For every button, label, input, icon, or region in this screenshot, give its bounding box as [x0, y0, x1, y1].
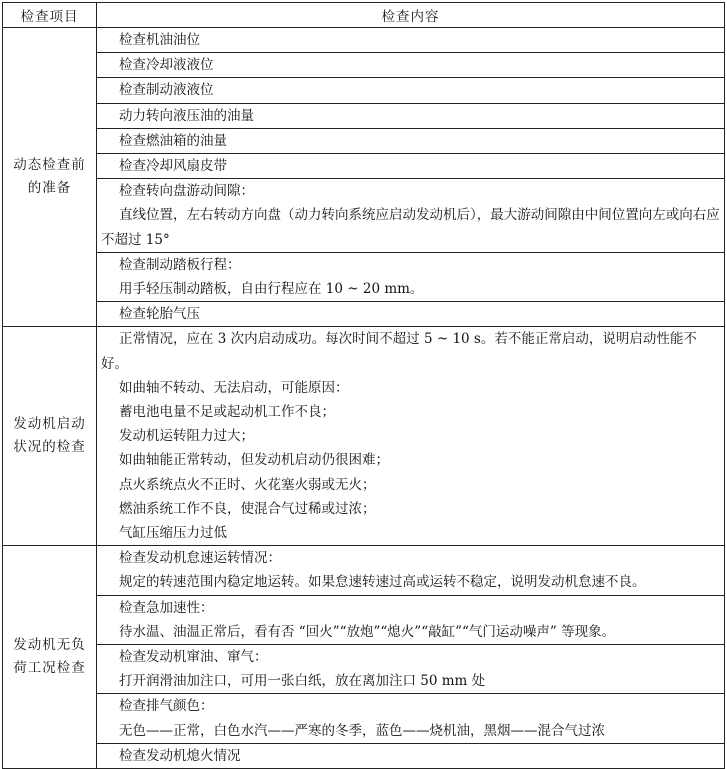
- content-line: 检查排气颜色：: [119, 698, 214, 715]
- content-line: 检查制动踏板行程：: [119, 256, 241, 273]
- content-cell: [97, 327, 725, 546]
- section-item-cell: 动态检查前的准备: [3, 28, 97, 327]
- content-line: 检查轮胎气压: [119, 306, 200, 323]
- content-line: 直线位置，左右转动方向盘（动力转向系统应启动发动机后），最大游动间隙由中间位置向左或向右应不超过 15°: [101, 207, 720, 248]
- content-line: 检查转向盘游动间隙：: [119, 183, 254, 200]
- table-row: [3, 28, 725, 53]
- table-row: [3, 103, 725, 128]
- content-line: 燃油系统工作不良，使混合气过稀或过浓；: [119, 500, 376, 517]
- table-row: [3, 694, 725, 743]
- content-line: 无色——正常，白色水汽——严寒的冬季，蓝色——烧机油，黑烟——混合气过浓: [119, 722, 605, 739]
- content-line: 检查冷却风扇皮带: [119, 158, 227, 175]
- inspection-table: [2, 2, 725, 769]
- content-line: 发动机运转阻力过大；: [119, 428, 254, 445]
- content-line: 打开润滑油加注口，可用一张白纸，放在离加注口 50 mm 处: [119, 673, 486, 690]
- content-line: 检查发动机窜油、窜气：: [119, 649, 268, 666]
- content-cell: [97, 128, 725, 153]
- header-row: [3, 3, 725, 28]
- table-row: [3, 595, 725, 644]
- table-row: [3, 645, 725, 694]
- table-row: [3, 154, 725, 179]
- content-line: 规定的转速范围内稳定地运转。如果怠速转速过高或运转不稳定，说明发动机怠速不良。: [119, 574, 646, 591]
- table-row: [3, 743, 725, 768]
- table-row: [3, 252, 725, 301]
- section-item-cell: 发动机无负荷工况检查: [3, 546, 97, 769]
- content-cell: [97, 595, 725, 644]
- content-cell: [97, 179, 725, 253]
- table-row: [3, 78, 725, 103]
- content-cell: [97, 546, 725, 595]
- table-row: [3, 302, 725, 327]
- table-row: [3, 128, 725, 153]
- content-line: 用手轻压制动踏板，自由行程应在 10 ~ 20 mm。: [119, 281, 424, 298]
- content-line: 待水温、油温正常后，看有否 “回火”“放炮”“熄火”“敲缸”“气门运动噪声” 等现象。: [119, 623, 616, 640]
- section-item-cell: 发动机启动状况的检查: [3, 327, 97, 546]
- table-row: [3, 327, 725, 546]
- inspection-table-container: [2, 2, 725, 769]
- header-content: 检查内容: [97, 3, 725, 28]
- content-cell: [97, 694, 725, 743]
- content-line: 蓄电池电量不足或起动机工作不良；: [119, 404, 335, 421]
- content-line: 如曲轴不转动、无法启动，可能原因：: [119, 379, 349, 396]
- content-line: 检查冷却液液位: [119, 57, 214, 74]
- content-line: 检查制动液液位: [119, 82, 214, 99]
- content-cell: [97, 53, 725, 78]
- content-cell: [97, 252, 725, 301]
- content-cell: [97, 743, 725, 768]
- content-cell: [97, 302, 725, 327]
- table-body: [3, 28, 725, 769]
- content-line: 检查机油油位: [119, 32, 200, 48]
- content-cell: [97, 645, 725, 694]
- content-cell: [97, 103, 725, 128]
- content-line: 正常情况，应在 3 次内启动成功。每次时间不超过 5 ~ 10 s。若不能正常启动，说明启动性能不好。: [101, 331, 697, 372]
- table-row: [3, 53, 725, 78]
- header-item: 检查项目: [3, 3, 97, 28]
- content-line: 动力转向液压油的油量: [119, 107, 254, 124]
- content-line: 检查急加速性：: [119, 599, 214, 616]
- content-line: 检查发动机怠速运转情况：: [119, 550, 281, 567]
- content-cell: [97, 154, 725, 179]
- content-line: 气缸压缩压力过低: [119, 525, 227, 542]
- content-line: 如曲轴能正常转动，但发动机启动仍很困难；: [119, 452, 389, 469]
- content-line: 点火系统点火不正时、火花塞火弱或无火；: [119, 476, 376, 493]
- table-row: [3, 179, 725, 253]
- content-cell: [97, 78, 725, 103]
- content-line: 检查发动机熄火情况: [119, 747, 241, 764]
- content-cell: [97, 28, 725, 53]
- table-row: [3, 546, 725, 595]
- content-line: 检查燃油箱的油量: [119, 132, 227, 149]
